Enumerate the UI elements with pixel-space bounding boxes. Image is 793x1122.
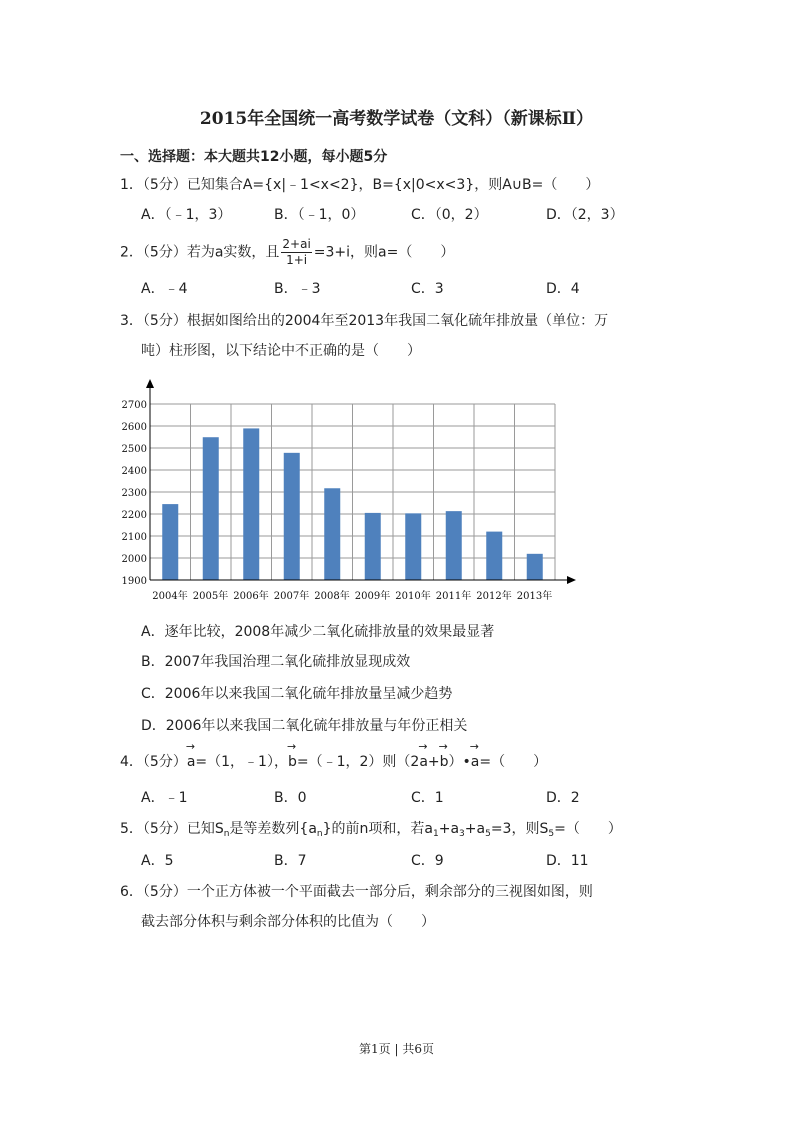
x-tick-label: 2004年 bbox=[152, 591, 188, 602]
q1-option-c: C．（0，2） bbox=[411, 207, 488, 223]
bar-2008年 bbox=[324, 488, 340, 580]
page-footer: 第1页 | 共6页 bbox=[359, 1042, 434, 1056]
x-axis-arrow-icon bbox=[567, 576, 576, 584]
q2-option-c: C．3 bbox=[411, 281, 444, 297]
chart-y-tick-labels bbox=[122, 400, 147, 587]
bar-2009年 bbox=[365, 513, 381, 580]
q2-option-b: B．﹣3 bbox=[274, 281, 321, 297]
q4-text-2: =（1，﹣1）， bbox=[195, 754, 288, 770]
q5-text-5: +a bbox=[464, 821, 486, 837]
q5-option-d: D．11 bbox=[546, 853, 589, 869]
q1-option-b: B．（﹣1，0） bbox=[274, 207, 365, 223]
question-4 bbox=[120, 752, 547, 772]
vector-b-2: → b bbox=[440, 752, 449, 772]
question-3-line2: 吨）柱形图，以下结论中不正确的是（ ） bbox=[141, 343, 421, 359]
q5-sub-2: n bbox=[316, 829, 323, 839]
q4-text-5: ）• bbox=[448, 754, 471, 770]
q3-option-c: C．2006年以来我国二氧化硫年排放量呈减少趋势 bbox=[141, 686, 453, 702]
y-axis-arrow-icon bbox=[146, 379, 154, 388]
section-heading: 一、选择题：本大题共12小题，每小题5分 bbox=[120, 149, 388, 165]
q5-text-1: 5．（5分）已知S bbox=[120, 821, 224, 837]
x-tick-label: 2009年 bbox=[354, 591, 391, 602]
q5-text-7: =（ ） bbox=[554, 821, 622, 837]
question-3-line1: 3．（5分）根据如图给出的2004年至2013年我国二氧化硫年排放量（单位：万 bbox=[120, 313, 609, 329]
q5-sub-5: 5 bbox=[485, 829, 491, 839]
q5-sub-6: 5 bbox=[548, 829, 555, 839]
q2-denominator: 1+i bbox=[286, 253, 308, 267]
q2-numerator: 2+ai bbox=[282, 237, 311, 251]
q4-option-c: C．1 bbox=[411, 790, 444, 806]
q2-text-pre: 2．（5分）若为a实数，且 bbox=[120, 244, 280, 261]
page-title: 2015年全国统一高考数学试卷（文科）（新课标Ⅱ） bbox=[199, 109, 594, 129]
question-2 bbox=[120, 238, 454, 267]
bar-2007年 bbox=[284, 453, 300, 580]
y-tick-label: 2500 bbox=[121, 444, 147, 455]
q5-sub-4: 3 bbox=[459, 829, 465, 839]
q4-option-b: B．0 bbox=[274, 790, 307, 806]
q2-option-d: D．4 bbox=[546, 281, 580, 297]
vector-a-3: → a bbox=[471, 752, 480, 772]
vector-a: → a bbox=[187, 752, 196, 772]
q4-text-3: =（﹣1，2）则（2 bbox=[296, 754, 420, 770]
q5-text-6: =3，则S bbox=[490, 821, 549, 837]
question-6-line1: 6．（5分）一个正方体被一个平面截去一部分后，剩余部分的三视图如图，则 bbox=[120, 884, 593, 900]
chart-x-tick-labels bbox=[152, 589, 552, 602]
question-6-line2: 截去部分体积与剩余部分体积的比值为（ ） bbox=[141, 914, 435, 930]
so2-bar-chart bbox=[110, 375, 590, 610]
x-tick-label: 2007年 bbox=[273, 591, 310, 602]
x-tick-label: 2013年 bbox=[516, 591, 553, 602]
q5-option-b: B．7 bbox=[274, 853, 307, 869]
y-tick-label: 2000 bbox=[121, 554, 147, 565]
q5-option-c: C．9 bbox=[411, 853, 444, 869]
bar-2013年 bbox=[527, 554, 543, 580]
x-tick-label: 2010年 bbox=[395, 591, 431, 602]
q2-fraction bbox=[281, 238, 311, 267]
q4-text-1: 4．（5分） bbox=[120, 754, 187, 770]
y-tick-label: 2300 bbox=[121, 488, 147, 499]
bar-2006年 bbox=[243, 428, 259, 580]
bar-2010年 bbox=[405, 513, 421, 580]
y-tick-label: 2200 bbox=[121, 510, 147, 521]
q1-option-a: A．（﹣1，3） bbox=[141, 207, 232, 223]
q4-option-d: D．2 bbox=[546, 790, 580, 806]
q2-text-post: =3+i，则a=（ ） bbox=[313, 244, 455, 261]
q5-option-a: A．5 bbox=[141, 853, 174, 869]
q4-text-6: =（ ） bbox=[479, 754, 548, 770]
q5-text-4: +a bbox=[438, 821, 460, 837]
x-tick-label: 2006年 bbox=[233, 591, 269, 602]
q1-option-d: D．（2，3） bbox=[546, 207, 624, 223]
q5-text-3: }的前n项和，若a bbox=[322, 821, 433, 837]
y-tick-label: 2600 bbox=[121, 422, 147, 433]
vector-b: → b bbox=[288, 752, 297, 772]
q2-option-a: A．﹣4 bbox=[141, 281, 188, 297]
question-1: 1．（5分）已知集合A={x|﹣1<x<2}，B={x|0<x<3}，则A∪B=（ ） bbox=[120, 177, 600, 193]
bar-2004年 bbox=[162, 504, 178, 580]
y-tick-label: 1900 bbox=[121, 576, 147, 587]
q5-sub-1: n bbox=[223, 829, 230, 839]
x-tick-label: 2008年 bbox=[314, 591, 350, 602]
q4-option-a: A．﹣1 bbox=[141, 790, 188, 806]
q3-option-d: D．2006年以来我国二氧化硫年排放量与年份正相关 bbox=[141, 718, 468, 734]
y-tick-label: 2400 bbox=[121, 466, 147, 477]
q4-text-4: + bbox=[427, 754, 440, 770]
y-tick-label: 2100 bbox=[121, 532, 147, 543]
x-tick-label: 2012年 bbox=[476, 591, 512, 602]
x-tick-label: 2011年 bbox=[435, 591, 472, 602]
question-5 bbox=[120, 819, 622, 839]
y-tick-label: 2700 bbox=[121, 400, 147, 411]
q3-option-b: B．2007年我国治理二氧化硫排放显现成效 bbox=[141, 654, 411, 670]
q5-text-2: 是等差数列{a bbox=[229, 821, 317, 837]
bar-2005年 bbox=[203, 437, 219, 580]
bar-2012年 bbox=[486, 532, 502, 580]
q3-option-a: A．逐年比较，2008年减少二氧化硫排放量的效果最显著 bbox=[141, 624, 495, 640]
x-tick-label: 2005年 bbox=[192, 591, 229, 602]
bar-2011年 bbox=[446, 511, 462, 580]
vector-a-2: → a bbox=[419, 752, 428, 772]
q5-sub-3: 1 bbox=[433, 829, 439, 839]
